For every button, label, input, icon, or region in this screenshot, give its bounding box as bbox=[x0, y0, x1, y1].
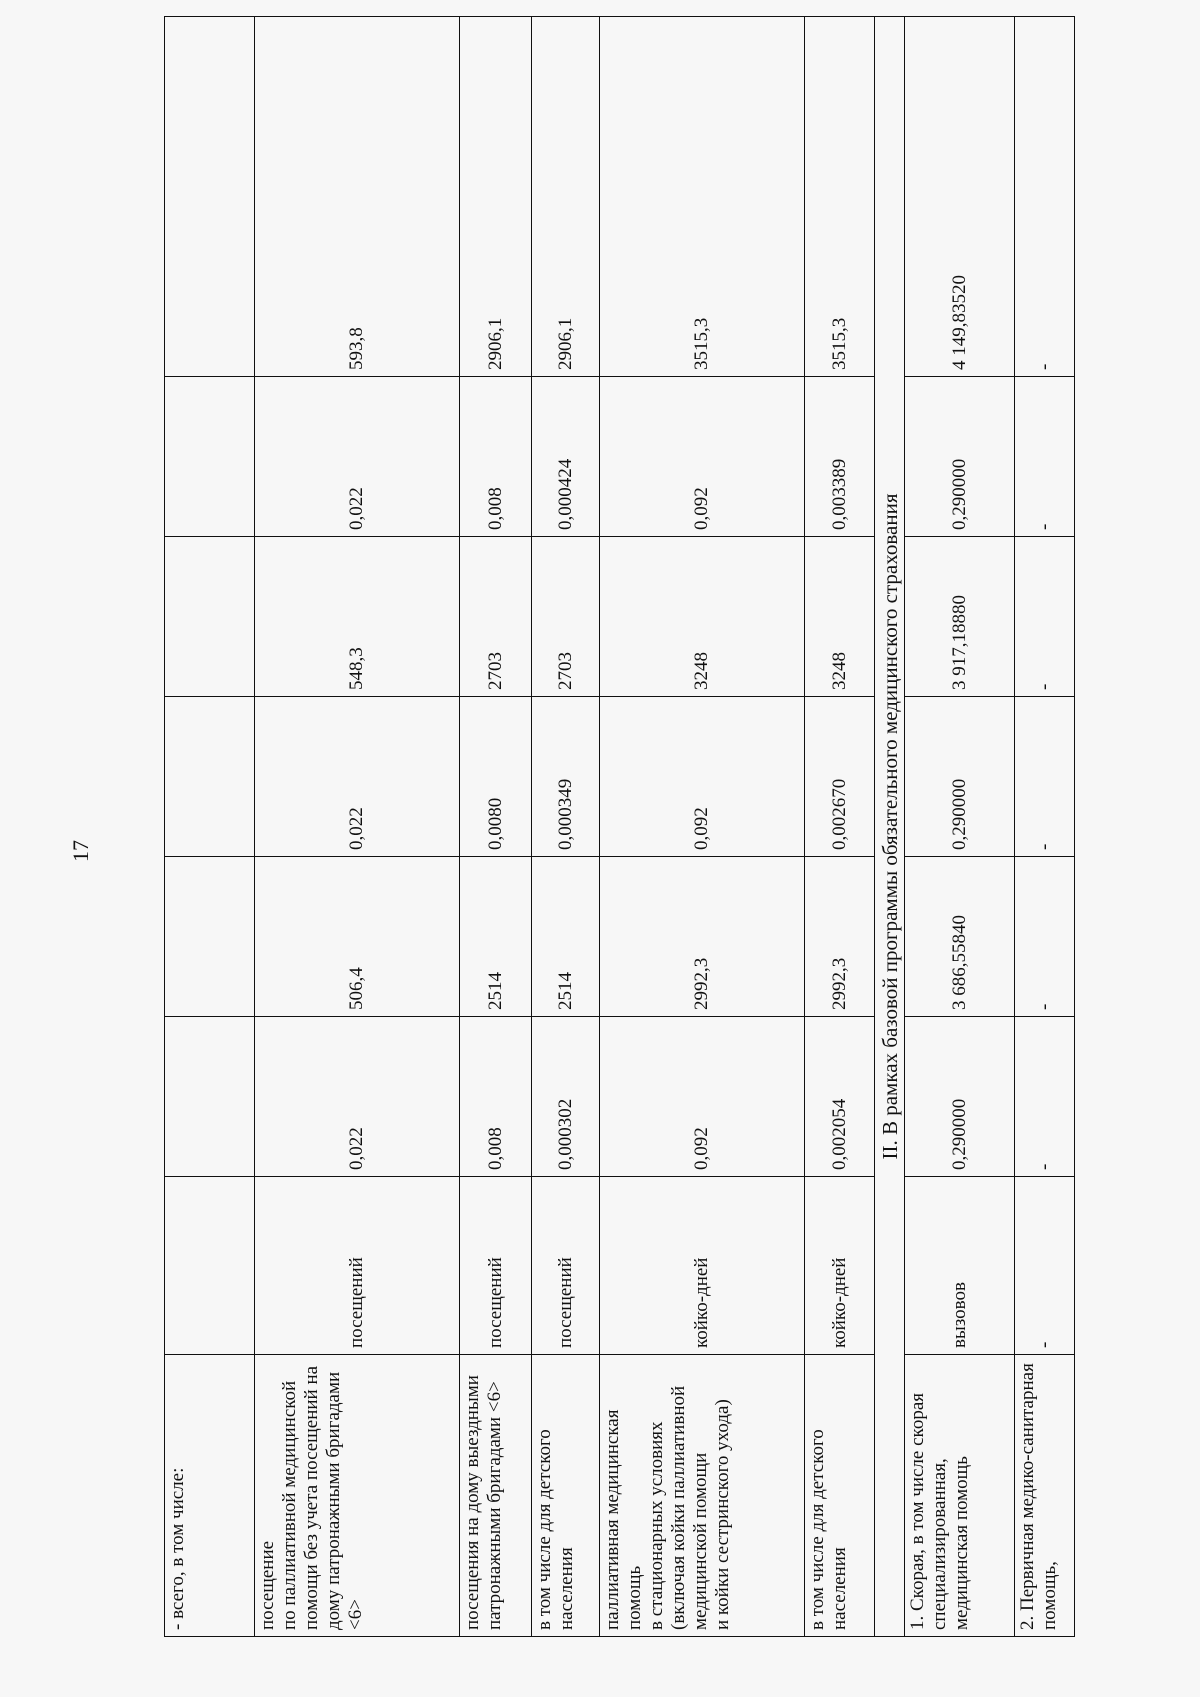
table-row bbox=[805, 17, 875, 1637]
table-cell: вызовов bbox=[905, 1177, 1015, 1355]
row-label: в том числе для детского населения bbox=[532, 1355, 600, 1637]
table-cell bbox=[165, 17, 255, 377]
table-row bbox=[532, 17, 600, 1637]
table-cell: 506,4 bbox=[255, 857, 460, 1017]
table-row bbox=[600, 17, 805, 1637]
table-cell bbox=[165, 857, 255, 1017]
table-cell: 4 149,83520 bbox=[905, 17, 1015, 377]
table-cell: - bbox=[1015, 17, 1075, 377]
table-cell: - bbox=[1015, 697, 1075, 857]
table-cell: 0,022 bbox=[255, 697, 460, 857]
table-row bbox=[905, 17, 1015, 1637]
table-cell: 0,003389 bbox=[805, 377, 875, 537]
row-label: посещения на дому выездными патронажными бригадами <6> bbox=[460, 1355, 532, 1637]
table-cell: 0,022 bbox=[255, 1017, 460, 1177]
table-cell: 3 686,55840 bbox=[905, 857, 1015, 1017]
table-cell: 2703 bbox=[460, 537, 532, 697]
table-row bbox=[165, 17, 255, 1637]
row-label: 2. Первичная медико-санитарная помощь, bbox=[1015, 1355, 1075, 1637]
row-label: - всего, в том числе: bbox=[165, 1355, 255, 1637]
table-cell: посещений bbox=[532, 1177, 600, 1355]
table-cell: 0,290000 bbox=[905, 1017, 1015, 1177]
table-cell: 0,092 bbox=[600, 697, 805, 857]
row-label: паллиативная медицинская помощь в стационарных условиях (включая койки паллиативной медицинской помощи и койки сестринского ухода) bbox=[600, 1355, 805, 1637]
table-cell: 2906,1 bbox=[460, 17, 532, 377]
table-cell: - bbox=[1015, 377, 1075, 537]
table-cell: 3515,3 bbox=[600, 17, 805, 377]
table-cell: койко-дней bbox=[600, 1177, 805, 1355]
table-cell bbox=[165, 697, 255, 857]
table-cell: 3515,3 bbox=[805, 17, 875, 377]
table-cell: 3 917,18880 bbox=[905, 537, 1015, 697]
table-cell: 0,290000 bbox=[905, 377, 1015, 537]
table-cell bbox=[165, 1177, 255, 1355]
table-cell: посещений bbox=[460, 1177, 532, 1355]
table-cell: 3248 bbox=[805, 537, 875, 697]
table-cell: 0,000349 bbox=[532, 697, 600, 857]
table-cell bbox=[165, 1017, 255, 1177]
rotated-table-container bbox=[164, 17, 1064, 1637]
table-cell: - bbox=[1015, 857, 1075, 1017]
table-cell: 0,290000 bbox=[905, 697, 1015, 857]
table-cell: 0,0080 bbox=[460, 697, 532, 857]
table-cell bbox=[165, 377, 255, 537]
table-cell: 2703 bbox=[532, 537, 600, 697]
table-row bbox=[460, 17, 532, 1637]
table-cell: 0,092 bbox=[600, 1017, 805, 1177]
table-cell: 0,002054 bbox=[805, 1017, 875, 1177]
table-cell: посещений bbox=[255, 1177, 460, 1355]
table-cell: койко-дней bbox=[805, 1177, 875, 1355]
table-cell: 2514 bbox=[460, 857, 532, 1017]
table-cell: 2992,3 bbox=[805, 857, 875, 1017]
table-cell: 3248 bbox=[600, 537, 805, 697]
table-cell: 0,022 bbox=[255, 377, 460, 537]
table-cell: 0,008 bbox=[460, 377, 532, 537]
page-number: 17 bbox=[68, 840, 93, 862]
table-cell: 0,002670 bbox=[805, 697, 875, 857]
section-title: II. В рамках базовой программы обязательного медицинского страхования bbox=[875, 17, 905, 1637]
table-cell bbox=[165, 537, 255, 697]
table-cell: - bbox=[1015, 1017, 1075, 1177]
table-cell: - bbox=[1015, 537, 1075, 697]
table-cell: 593,8 bbox=[255, 17, 460, 377]
data-table bbox=[164, 16, 1075, 1637]
table-cell: 2992,3 bbox=[600, 857, 805, 1017]
table-row bbox=[1015, 17, 1075, 1637]
table-cell: 2514 bbox=[532, 857, 600, 1017]
table-cell: 0,000302 bbox=[532, 1017, 600, 1177]
row-label: 1. Скорая, в том числе скорая специализированная, медицинская помощь bbox=[905, 1355, 1015, 1637]
table-row bbox=[255, 17, 460, 1637]
table-cell: 0,008 bbox=[460, 1017, 532, 1177]
table-cell: - bbox=[1015, 1177, 1075, 1355]
table-cell: 0,092 bbox=[600, 377, 805, 537]
section-row bbox=[875, 17, 905, 1637]
table-cell: 548,3 bbox=[255, 537, 460, 697]
row-label: посещение по паллиативной медицинской помощи без учета посещений на дому патронажными бригадами <6> bbox=[255, 1355, 460, 1637]
row-label: в том числе для детского населения bbox=[805, 1355, 875, 1637]
table-cell: 2906,1 bbox=[532, 17, 600, 377]
table-cell: 0,000424 bbox=[532, 377, 600, 537]
